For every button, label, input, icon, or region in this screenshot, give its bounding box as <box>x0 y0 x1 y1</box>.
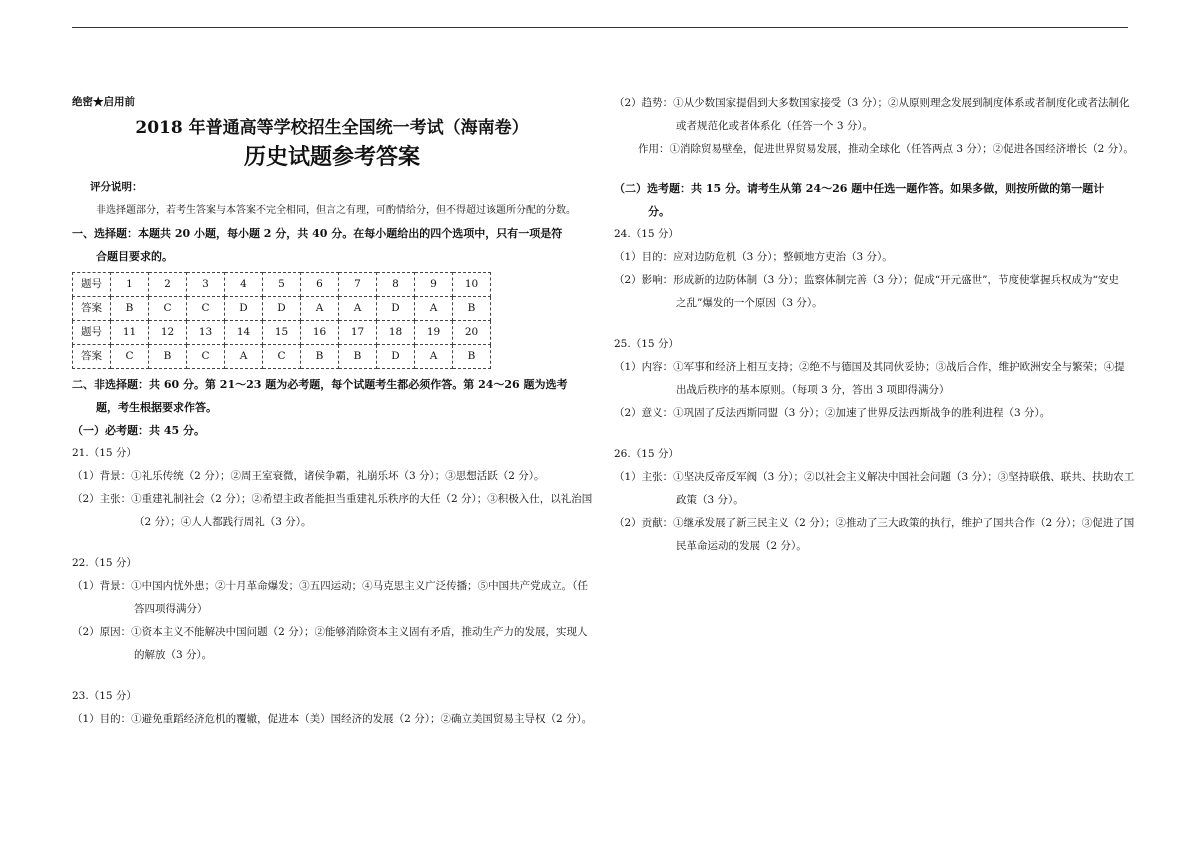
table-row <box>73 321 491 345</box>
q26-answer-1-cont: 政策（3 分）。 <box>676 494 744 506</box>
required-heading: （一）必考题：共 45 分。 <box>72 424 205 437</box>
section1-heading-cont: 合题目要求的。 <box>96 250 173 263</box>
section1-heading: 一、选择题：本题共 20 小题，每小题 2 分，共 40 分。在每小题给出的四个选项中，只有一项是符 <box>72 227 563 240</box>
table-row <box>73 273 491 297</box>
table-cell: B <box>301 345 339 369</box>
table-cell: A <box>339 297 377 321</box>
table-row-header: 题号 <box>73 321 111 345</box>
table-cell: 16 <box>301 321 339 345</box>
table-cell: B <box>453 297 491 321</box>
right-column <box>614 92 1134 558</box>
scoring-note: 非选择题部分，若考生答案与本答案不完全相同，但言之有理，可酌情给分，但不得超过该题所分配的分数。 <box>96 205 576 216</box>
table-cell: 14 <box>225 321 263 345</box>
q21-answer-1: （1）背景：①礼乐传统（2 分）；②周王室衰微，诸侯争霸，礼崩乐坏（3 分）；③思想活跃（2 分）。 <box>72 470 545 482</box>
q23-answer-1: （1）目的：①避免重蹈经济危机的覆辙，促进本（美）国经济的发展（2 分）；②确立美国贸易主导权（2 分）。 <box>72 713 593 725</box>
left-column <box>72 92 592 731</box>
table-cell: 7 <box>339 273 377 297</box>
q26-answer-2: （2）贡献：①继承发展了新三民主义（2 分）；②推动了三大政策的执行，维护了国共合作（2 分）；③促进了国 <box>614 517 1135 529</box>
table-cell: 11 <box>111 321 149 345</box>
q24-number: 24.（15 分） <box>614 228 679 240</box>
top-rule <box>72 27 1128 28</box>
q21-number: 21.（15 分） <box>72 447 137 459</box>
table-cell: 2 <box>149 273 187 297</box>
q23-answer-2-cont: 或者规范化或者体系化（任答一个 3 分）。 <box>676 120 874 132</box>
exam-title: 2018 年普通高等学校招生全国统一考试（海南卷） <box>135 118 529 138</box>
table-cell: 9 <box>415 273 453 297</box>
table-cell: 3 <box>187 273 225 297</box>
table-cell: 1 <box>111 273 149 297</box>
table-cell: A <box>301 297 339 321</box>
table-cell: 10 <box>453 273 491 297</box>
optional-heading-cont: 分。 <box>648 205 670 218</box>
table-cell: 4 <box>225 273 263 297</box>
q26-answer-2-cont: 民革命运动的发展（2 分）。 <box>676 540 807 552</box>
table-cell: C <box>263 345 301 369</box>
table-cell: A <box>415 345 453 369</box>
q22-number: 22.（15 分） <box>72 557 137 569</box>
q22-answer-2-cont: 的解放（3 分）。 <box>134 649 213 661</box>
optional-heading: （二）选考题：共 15 分。请考生从第 24～26 题中任选一题作答。如果多做，则按所做的第一题计 <box>614 182 1105 195</box>
subject-title: 历史试题参考答案 <box>243 144 420 170</box>
table-cell: D <box>225 297 263 321</box>
q25-answer-1-cont: 出战后秩序的基本原则。（每项 3 分，答出 3 项即得满分） <box>676 384 950 396</box>
q25-answer-2: （2）意义：①巩固了反法西斯同盟（3 分）；②加速了世界反法西斯战争的胜利进程（3 分）。 <box>614 407 1051 419</box>
spacer <box>72 667 592 685</box>
table-cell: D <box>263 297 301 321</box>
section2-heading-cont: 题，考生根据要求作答。 <box>96 401 217 414</box>
table-cell: 20 <box>453 321 491 345</box>
table-cell: D <box>377 345 415 369</box>
table-row-header: 答案 <box>73 297 111 321</box>
q23-answer-3: 作用：①消除贸易壁垒，促进世界贸易发展，推动全球化（任答两点 3 分）；②促进各国经济增长（2 分）。 <box>638 143 1134 155</box>
q25-answer-1: （1）内容：①军事和经济上相互支持；②绝不与德国及其同伙妥协；③战后合作，维护欧洲安全与繁荣；④提 <box>614 361 1125 373</box>
confidential-mark: 绝密★启用前 <box>72 96 135 108</box>
spacer <box>614 425 1134 443</box>
table-cell: 18 <box>377 321 415 345</box>
table-cell: 15 <box>263 321 301 345</box>
q24-answer-1: （1）目的：应对边防危机（3 分）；整顿地方吏治（3 分）。 <box>614 251 893 263</box>
table-cell: 8 <box>377 273 415 297</box>
table-cell: 6 <box>301 273 339 297</box>
table-cell: 13 <box>187 321 225 345</box>
table-cell: A <box>415 297 453 321</box>
table-cell: 12 <box>149 321 187 345</box>
table-cell: C <box>187 345 225 369</box>
q21-answer-2-cont: （2 分）；④人人都践行周礼（3 分）。 <box>134 516 312 528</box>
q22-answer-1: （1）背景：①中国内忧外患；②十月革命爆发；③五四运动；④马克思主义广泛传播；⑤中国共产党成立。（任 <box>72 580 588 592</box>
table-row <box>73 345 491 369</box>
table-cell: C <box>187 297 225 321</box>
q22-answer-2: （2）原因：①资本主义不能解决中国问题（2 分）；②能够消除资本主义固有矛盾，推动生产力的发展，实现人 <box>72 626 588 638</box>
scoring-heading: 评分说明： <box>90 181 143 193</box>
spacer <box>72 534 592 552</box>
table-cell: B <box>339 345 377 369</box>
table-cell: B <box>453 345 491 369</box>
table-row <box>73 297 491 321</box>
q24-answer-2: （2）影响：形成新的边防体制（3 分）；监察体制完善（3 分）；促成“开元盛世”，节度使掌握兵权成为“安史 <box>614 274 1119 286</box>
q24-answer-2-cont: 之乱”爆发的一个原因（3 分）。 <box>676 297 823 309</box>
q23-number: 23.（15 分） <box>72 690 137 702</box>
table-cell: A <box>225 345 263 369</box>
answer-table <box>72 272 491 369</box>
q21-answer-2: （2）主张：①重建礼制社会（2 分）；②希望主政者能担当重建礼乐秩序的大任（2 分）；③积极入仕，以礼治国 <box>72 493 593 505</box>
q23-answer-2: （2）趋势：①从少数国家提倡到大多数国家接受（3 分）；②从原则理念发展到制度体系或者制度化或者法制化 <box>614 97 1130 109</box>
table-row-header: 答案 <box>73 345 111 369</box>
table-row-header: 题号 <box>73 273 111 297</box>
table-cell: 19 <box>415 321 453 345</box>
table-cell: B <box>149 345 187 369</box>
table-cell: C <box>111 345 149 369</box>
section2-heading: 二、非选择题：共 60 分。第 21～23 题为必考题，每个试题考生都必须作答。第 24～26 题为选考 <box>72 378 568 391</box>
q22-answer-1-cont: 答四项得满分） <box>134 603 208 615</box>
q26-answer-1: （1）主张：①坚决反帝反军阀（3 分）；②以社会主义解决中国社会问题（3 分）；③坚持联俄、联共、扶助农工 <box>614 471 1135 483</box>
table-cell: D <box>377 297 415 321</box>
table-cell: C <box>149 297 187 321</box>
spacer <box>614 161 1134 177</box>
spacer <box>614 315 1134 333</box>
q25-number: 25.（15 分） <box>614 338 679 350</box>
table-cell: 5 <box>263 273 301 297</box>
q26-number: 26.（15 分） <box>614 448 679 460</box>
table-cell: 17 <box>339 321 377 345</box>
table-cell: B <box>111 297 149 321</box>
